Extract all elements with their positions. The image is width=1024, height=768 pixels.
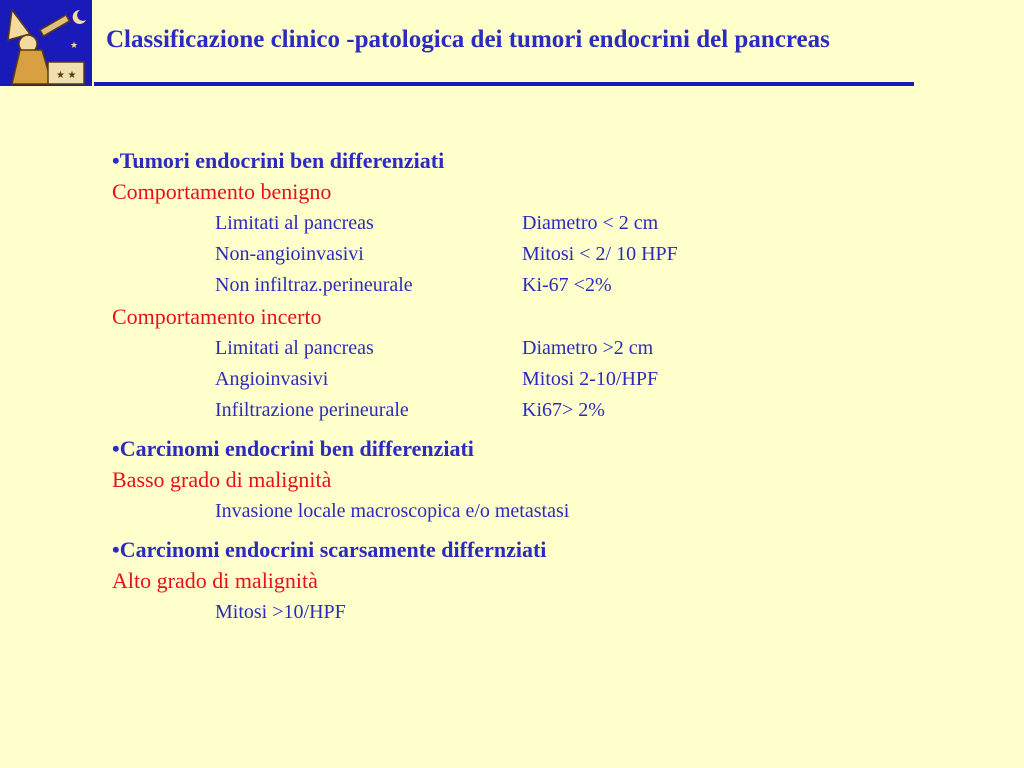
criteria-row bbox=[112, 239, 972, 270]
criteria-feature: Angioinvasivi bbox=[215, 368, 329, 390]
criteria-row bbox=[112, 364, 972, 395]
slide-content bbox=[112, 146, 972, 636]
criteria-feature: Non-angioinvasivi bbox=[215, 243, 364, 265]
criteria-feature: Non infiltraz.perineurale bbox=[215, 274, 413, 296]
subsection-label: Comportamento incerto bbox=[112, 304, 322, 329]
section-heading bbox=[112, 434, 972, 464]
section bbox=[112, 434, 972, 527]
page-title: Classificazione clinico -patologica dei tumori endocrini del pancreas bbox=[106, 26, 830, 53]
criteria-value: Mitosi < 2/ 10 HPF bbox=[522, 243, 678, 265]
criteria-feature: Mitosi >10/HPF bbox=[215, 601, 346, 623]
bullet-icon: • bbox=[112, 537, 120, 562]
criteria-row bbox=[112, 496, 972, 527]
svg-text:★: ★ bbox=[70, 40, 79, 50]
criteria-value: Ki-67 <2% bbox=[522, 274, 612, 296]
criteria-value: Diametro >2 cm bbox=[522, 337, 654, 359]
criteria-row bbox=[112, 270, 972, 301]
subsection-label: Comportamento benigno bbox=[112, 179, 332, 204]
criteria-feature: Limitati al pancreas bbox=[215, 212, 374, 234]
criteria-feature: Infiltrazione perineurale bbox=[215, 399, 409, 421]
subsection-label: Basso grado di malignità bbox=[112, 467, 332, 492]
section-heading bbox=[112, 535, 972, 565]
bullet-icon: • bbox=[112, 436, 120, 461]
criteria-row bbox=[112, 395, 972, 426]
section bbox=[112, 535, 972, 628]
criteria-row bbox=[112, 208, 972, 239]
criteria-row bbox=[112, 597, 972, 628]
criteria-feature: Limitati al pancreas bbox=[215, 337, 374, 359]
bullet-icon: • bbox=[112, 148, 120, 173]
subsection-label: Alto grado di malignità bbox=[112, 568, 318, 593]
title-underline bbox=[94, 82, 914, 86]
criteria-value: Diametro < 2 cm bbox=[522, 212, 659, 234]
criteria-row bbox=[112, 333, 972, 364]
section-heading-text: Carcinomi endocrini scarsamente differnziati bbox=[119, 537, 547, 562]
svg-text:★ ★: ★ ★ bbox=[56, 70, 77, 81]
criteria-value: Mitosi 2-10/HPF bbox=[522, 368, 659, 390]
criteria-feature: Invasione locale macroscopica e/o metastasi bbox=[215, 500, 570, 522]
section bbox=[112, 146, 972, 426]
wizard-logo-icon bbox=[0, 0, 92, 86]
section-heading bbox=[112, 146, 972, 176]
section-heading-text: Tumori endocrini ben differenziati bbox=[119, 148, 445, 173]
criteria-value: Ki67> 2% bbox=[522, 399, 605, 421]
section-heading-text: Carcinomi endocrini ben differenziati bbox=[119, 436, 474, 461]
